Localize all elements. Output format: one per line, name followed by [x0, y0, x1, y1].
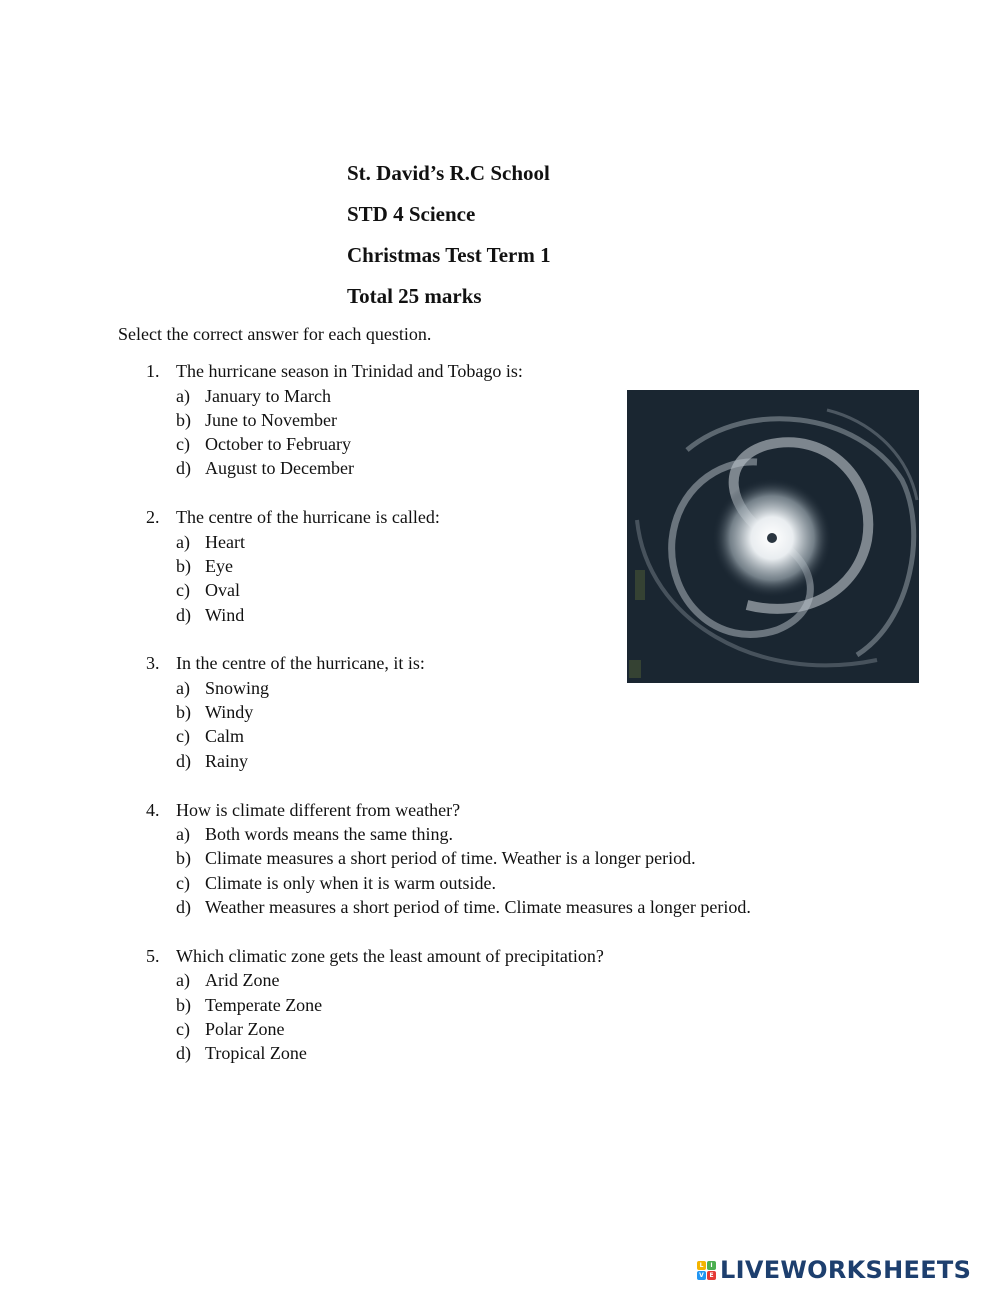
- option-letter: d): [176, 458, 191, 479]
- option-letter: b): [176, 702, 191, 723]
- option-text: August to December: [205, 458, 354, 479]
- hurricane-satellite-image: [627, 390, 919, 683]
- option-letter: a): [176, 531, 190, 552]
- question-number: 2.: [146, 507, 160, 528]
- logo-block: V: [697, 1271, 706, 1280]
- option-text: October to February: [205, 434, 351, 455]
- answer-option[interactable]: [146, 968, 886, 992]
- logo-icon: [697, 1261, 716, 1280]
- question-text: In the centre of the hurricane, it is:: [176, 653, 425, 674]
- answer-option[interactable]: [146, 1017, 886, 1041]
- subject-title: STD 4 Science: [347, 202, 476, 226]
- option-text: Eye: [205, 555, 233, 576]
- option-text: Arid Zone: [205, 970, 280, 991]
- question-5: [146, 944, 886, 1066]
- answer-option[interactable]: [146, 846, 886, 870]
- option-text: January to March: [205, 385, 331, 406]
- option-text: Wind: [205, 604, 245, 625]
- liveworksheets-logo: [697, 1255, 971, 1285]
- option-letter: d): [176, 750, 191, 771]
- question-text: The hurricane season in Trinidad and Tobago is:: [176, 361, 523, 381]
- logo-block: L: [697, 1261, 706, 1270]
- question-text: How is climate different from weather?: [176, 799, 461, 820]
- logo-block: E: [707, 1271, 716, 1280]
- option-text: Tropical Zone: [205, 1043, 307, 1064]
- test-title: Christmas Test Term 1: [347, 243, 551, 267]
- question-text: Which climatic zone gets the least amount of precipitation?: [176, 945, 604, 966]
- option-letter: b): [176, 848, 191, 869]
- option-letter: d): [176, 604, 191, 625]
- answer-option[interactable]: [146, 700, 886, 724]
- option-text: Both words means the same thing.: [205, 824, 453, 845]
- option-text: Weather measures a short period of time. Climate measures a longer period.: [205, 896, 751, 917]
- option-letter: c): [176, 872, 190, 893]
- answer-option[interactable]: [146, 895, 886, 919]
- option-letter: c): [176, 434, 190, 455]
- option-text: Oval: [205, 580, 240, 601]
- option-letter: b): [176, 555, 191, 576]
- question-number: 5.: [146, 945, 160, 966]
- option-text: Rainy: [205, 750, 248, 771]
- option-letter: c): [176, 580, 190, 601]
- option-letter: c): [176, 1018, 190, 1039]
- answer-option[interactable]: [146, 1041, 886, 1065]
- answer-option[interactable]: [146, 993, 886, 1017]
- question-number: 3.: [146, 653, 160, 674]
- answer-option[interactable]: [146, 822, 886, 846]
- answer-option[interactable]: [146, 871, 886, 895]
- total-marks: Total 25 marks: [347, 284, 482, 308]
- logo-text: LIVEWORKSHEETS: [720, 1256, 972, 1284]
- option-text: Calm: [205, 726, 244, 747]
- option-letter: b): [176, 409, 191, 430]
- option-text: Climate is only when it is warm outside.: [205, 872, 496, 893]
- logo-block: I: [707, 1261, 716, 1270]
- option-letter: d): [176, 1043, 191, 1064]
- option-text: Heart: [205, 531, 245, 552]
- option-text: Climate measures a short period of time. Weather is a longer period.: [205, 848, 696, 869]
- option-text: Windy: [205, 702, 254, 723]
- option-letter: a): [176, 677, 190, 698]
- option-letter: b): [176, 994, 191, 1015]
- option-letter: a): [176, 385, 190, 406]
- option-text: Temperate Zone: [205, 994, 323, 1015]
- option-letter: c): [176, 726, 190, 747]
- option-letter: d): [176, 896, 191, 917]
- school-name: St. David’s R.C School: [347, 161, 550, 185]
- option-text: June to November: [205, 409, 337, 430]
- answer-option[interactable]: [146, 724, 886, 748]
- option-text: Polar Zone: [205, 1018, 285, 1039]
- question-4: [146, 798, 886, 920]
- question-number: 4.: [146, 799, 160, 820]
- question-number: 1.: [146, 361, 160, 381]
- option-letter: a): [176, 824, 190, 845]
- instructions: Select the correct answer for each question.: [118, 324, 432, 344]
- test-header: [347, 158, 551, 322]
- option-letter: a): [176, 970, 190, 991]
- answer-option[interactable]: [146, 749, 886, 773]
- option-text: Snowing: [205, 677, 270, 698]
- question-text: The centre of the hurricane is called:: [176, 507, 440, 528]
